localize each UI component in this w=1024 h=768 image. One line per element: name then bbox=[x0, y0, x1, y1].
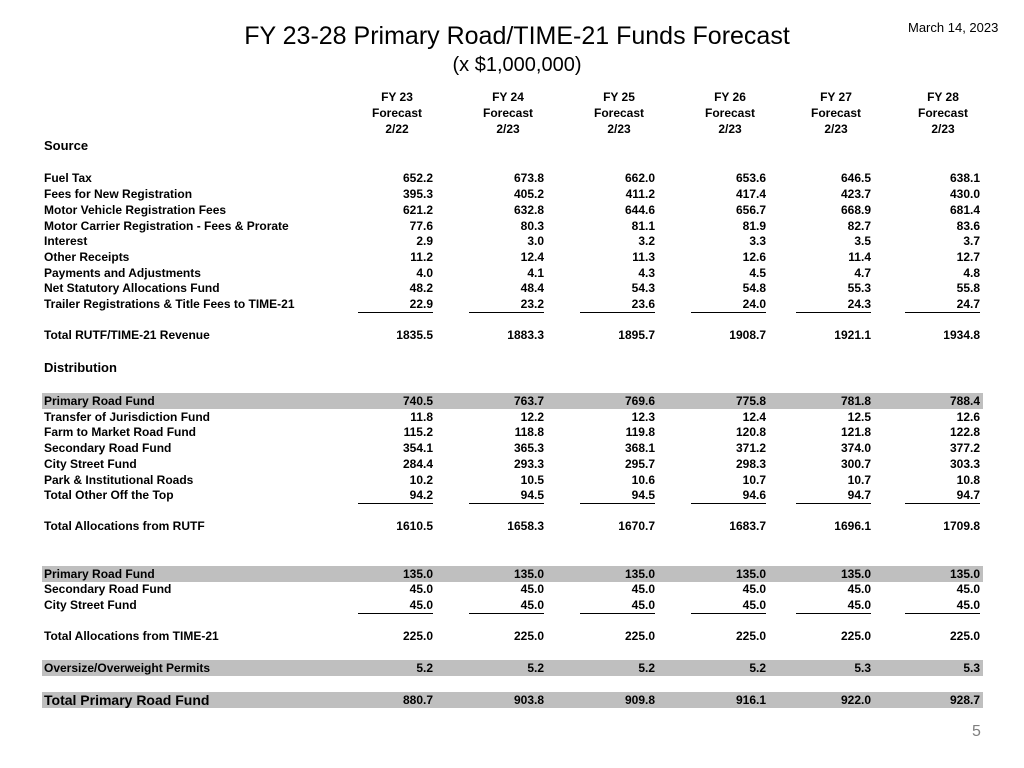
cell-value: 12.4 bbox=[742, 410, 766, 424]
cell-value: 284.4 bbox=[402, 457, 433, 471]
row-label: Total Other Off the Top bbox=[44, 488, 174, 502]
cell-value: 4.3 bbox=[638, 266, 655, 280]
section-source: Source bbox=[44, 138, 89, 153]
cell-value: 365.3 bbox=[513, 441, 544, 455]
cell-value: 135.0 bbox=[840, 567, 871, 581]
source-row bbox=[42, 265, 983, 281]
cell-value: 293.3 bbox=[513, 457, 544, 471]
page-number: 5 bbox=[972, 723, 981, 740]
cell-value: 295.7 bbox=[624, 457, 655, 471]
cell-value: 48.2 bbox=[409, 281, 433, 295]
row-label: Other Receipts bbox=[44, 250, 130, 264]
cell-value: 1883.3 bbox=[507, 328, 544, 342]
column-header-date: 2/22 bbox=[385, 122, 409, 136]
rutf-row bbox=[42, 472, 983, 488]
cell-value: 225.0 bbox=[513, 629, 544, 643]
column-header-date: 2/23 bbox=[824, 122, 848, 136]
cell-value: 656.7 bbox=[735, 203, 766, 217]
cell-value: 769.6 bbox=[624, 394, 655, 408]
report-date: March 14, 2023 bbox=[908, 20, 999, 35]
cell-value: 4.8 bbox=[963, 266, 980, 280]
cell-value: 10.7 bbox=[742, 473, 766, 487]
cell-value: 45.0 bbox=[469, 598, 544, 614]
cell-value: 5.2 bbox=[638, 661, 655, 675]
cell-value: 118.8 bbox=[514, 425, 544, 439]
cell-value: 24.0 bbox=[691, 297, 766, 313]
cell-value: 94.7 bbox=[905, 488, 980, 504]
cell-value: 644.6 bbox=[624, 203, 655, 217]
row-label: Total Allocations from TIME-21 bbox=[44, 629, 219, 643]
cell-value: 668.9 bbox=[840, 203, 871, 217]
cell-value: 354.1 bbox=[402, 441, 433, 455]
cell-value: 417.4 bbox=[735, 187, 766, 201]
row-label: Primary Road Fund bbox=[44, 567, 155, 581]
cell-value: 82.7 bbox=[847, 219, 871, 233]
cell-value: 368.1 bbox=[624, 441, 655, 455]
column-header-type: Forecast bbox=[593, 106, 645, 120]
cell-value: 22.9 bbox=[358, 297, 433, 313]
column-header-1 bbox=[357, 89, 437, 137]
cell-value: 119.8 bbox=[625, 425, 655, 439]
cell-value: 10.8 bbox=[956, 473, 980, 487]
row-label: Total Allocations from RUTF bbox=[44, 519, 205, 533]
source-row bbox=[42, 249, 983, 265]
row-label: Secondary Road Fund bbox=[44, 582, 172, 596]
section-distribution: Distribution bbox=[44, 360, 117, 375]
cell-value: 12.7 bbox=[956, 250, 980, 264]
total-revenue-row bbox=[42, 327, 983, 343]
cell-value: 94.6 bbox=[691, 488, 766, 504]
cell-value: 10.7 bbox=[847, 473, 871, 487]
cell-value: 928.7 bbox=[949, 693, 980, 707]
cell-value: 4.7 bbox=[854, 266, 871, 280]
cell-value: 225.0 bbox=[840, 629, 871, 643]
source-row bbox=[42, 218, 983, 234]
row-label: Interest bbox=[44, 234, 88, 248]
cell-value: 48.4 bbox=[520, 281, 544, 295]
source-row bbox=[42, 202, 983, 218]
row-label: Park & Institutional Roads bbox=[44, 473, 194, 487]
cell-value: 3.0 bbox=[527, 234, 544, 248]
row-label: Payments and Adjustments bbox=[44, 266, 201, 280]
rutf-row bbox=[42, 393, 983, 409]
row-label: Total RUTF/TIME-21 Revenue bbox=[44, 328, 210, 342]
cell-value: 83.6 bbox=[956, 219, 980, 233]
cell-value: 775.8 bbox=[735, 394, 766, 408]
cell-value: 45.0 bbox=[847, 582, 871, 596]
cell-value: 94.2 bbox=[358, 488, 433, 504]
row-label: Oversize/Overweight Permits bbox=[44, 661, 211, 675]
cell-value: 3.3 bbox=[749, 234, 766, 248]
cell-value: 11.3 bbox=[632, 250, 655, 264]
rutf-row bbox=[42, 487, 983, 503]
column-header-fy: FY 28 bbox=[927, 90, 959, 104]
cell-value: 24.7 bbox=[905, 297, 980, 313]
cell-value: 662.0 bbox=[624, 171, 655, 185]
row-label: Fees for New Registration bbox=[44, 187, 193, 201]
cell-value: 3.2 bbox=[638, 234, 655, 248]
cell-value: 225.0 bbox=[624, 629, 655, 643]
cell-value: 788.4 bbox=[949, 394, 980, 408]
cell-value: 374.0 bbox=[840, 441, 871, 455]
cell-value: 1835.5 bbox=[396, 328, 433, 342]
row-label: City Street Fund bbox=[44, 457, 137, 471]
cell-value: 1921.1 bbox=[834, 328, 871, 342]
source-row bbox=[42, 170, 983, 186]
cell-value: 1696.1 bbox=[834, 519, 871, 533]
cell-value: 903.8 bbox=[513, 693, 544, 707]
cell-value: 621.2 bbox=[402, 203, 433, 217]
cell-value: 77.6 bbox=[409, 219, 433, 233]
cell-value: 1670.7 bbox=[618, 519, 655, 533]
row-label: Motor Vehicle Registration Fees bbox=[44, 203, 227, 217]
cell-value: 81.9 bbox=[742, 219, 766, 233]
cell-value: 300.7 bbox=[840, 457, 871, 471]
row-label: City Street Fund bbox=[44, 598, 137, 612]
total-time21-row bbox=[42, 628, 983, 644]
row-label: Secondary Road Fund bbox=[44, 441, 172, 455]
cell-value: 5.2 bbox=[749, 661, 766, 675]
cell-value: 54.8 bbox=[742, 281, 766, 295]
row-label: Total Primary Road Fund bbox=[44, 692, 210, 708]
cell-value: 377.2 bbox=[949, 441, 980, 455]
cell-value: 135.0 bbox=[735, 567, 766, 581]
cell-value: 115.2 bbox=[403, 425, 433, 439]
cell-value: 638.1 bbox=[949, 171, 980, 185]
source-row bbox=[42, 233, 983, 249]
time21-row bbox=[42, 566, 983, 582]
cell-value: 395.3 bbox=[402, 187, 433, 201]
row-label: Primary Road Fund bbox=[44, 394, 155, 408]
cell-value: 405.2 bbox=[513, 187, 544, 201]
cell-value: 681.4 bbox=[949, 203, 980, 217]
cell-value: 303.3 bbox=[949, 457, 980, 471]
cell-value: 922.0 bbox=[840, 693, 871, 707]
column-header-date: 2/23 bbox=[607, 122, 631, 136]
cell-value: 55.3 bbox=[847, 281, 871, 295]
column-header-fy: FY 24 bbox=[492, 90, 524, 104]
page-title: FY 23-28 Primary Road/TIME-21 Funds Forecast bbox=[244, 22, 790, 50]
cell-value: 45.0 bbox=[358, 598, 433, 614]
cell-value: 12.6 bbox=[956, 410, 980, 424]
cell-value: 11.4 bbox=[848, 250, 871, 264]
source-row bbox=[42, 280, 983, 296]
column-header-type: Forecast bbox=[704, 106, 756, 120]
cell-value: 54.3 bbox=[631, 281, 655, 295]
row-label: Net Statutory Allocations Fund bbox=[44, 281, 220, 295]
column-header-type: Forecast bbox=[371, 106, 423, 120]
time21-row bbox=[42, 597, 983, 613]
cell-value: 5.2 bbox=[527, 661, 544, 675]
cell-value: 225.0 bbox=[735, 629, 766, 643]
cell-value: 12.2 bbox=[520, 410, 544, 424]
column-header-6 bbox=[903, 89, 983, 137]
cell-value: 298.3 bbox=[735, 457, 766, 471]
page-subtitle: (x $1,000,000) bbox=[452, 54, 582, 76]
cell-value: 45.0 bbox=[905, 598, 980, 614]
rutf-row bbox=[42, 440, 983, 456]
column-header-fy: FY 25 bbox=[603, 90, 635, 104]
rutf-row bbox=[42, 456, 983, 472]
column-header-4 bbox=[690, 89, 770, 137]
row-label: Transfer of Jurisdiction Fund bbox=[44, 410, 211, 424]
cell-value: 5.3 bbox=[854, 661, 871, 675]
cell-value: 1658.3 bbox=[507, 519, 544, 533]
cell-value: 12.6 bbox=[742, 250, 766, 264]
cell-value: 94.5 bbox=[580, 488, 655, 504]
cell-value: 909.8 bbox=[624, 693, 655, 707]
cell-value: 45.0 bbox=[631, 582, 655, 596]
cell-value: 2.9 bbox=[416, 234, 433, 248]
cell-value: 135.0 bbox=[513, 567, 544, 581]
source-row bbox=[42, 186, 983, 202]
cell-value: 225.0 bbox=[402, 629, 433, 643]
oversize-row bbox=[42, 660, 983, 676]
cell-value: 4.0 bbox=[416, 266, 433, 280]
cell-value: 122.8 bbox=[949, 425, 980, 439]
cell-value: 135.0 bbox=[949, 567, 980, 581]
cell-value: 120.8 bbox=[735, 425, 766, 439]
cell-value: 880.7 bbox=[402, 693, 433, 707]
cell-value: 24.3 bbox=[796, 297, 871, 313]
cell-value: 1895.7 bbox=[618, 328, 655, 342]
row-label: Trailer Registrations & Title Fees to TIME-21 bbox=[44, 297, 295, 311]
cell-value: 5.3 bbox=[963, 661, 980, 675]
cell-value: 411.2 bbox=[625, 187, 655, 201]
cell-value: 653.6 bbox=[735, 171, 766, 185]
cell-value: 45.0 bbox=[796, 598, 871, 614]
source-row bbox=[42, 296, 983, 312]
rutf-row bbox=[42, 409, 983, 425]
cell-value: 1709.8 bbox=[943, 519, 980, 533]
cell-value: 371.2 bbox=[735, 441, 766, 455]
cell-value: 11.8 bbox=[410, 410, 433, 424]
cell-value: 81.1 bbox=[631, 219, 655, 233]
cell-value: 135.0 bbox=[624, 567, 655, 581]
cell-value: 45.0 bbox=[580, 598, 655, 614]
cell-value: 430.0 bbox=[949, 187, 980, 201]
cell-value: 632.8 bbox=[513, 203, 544, 217]
cell-value: 12.5 bbox=[847, 410, 871, 424]
cell-value: 423.7 bbox=[840, 187, 871, 201]
cell-value: 10.6 bbox=[631, 473, 655, 487]
cell-value: 763.7 bbox=[513, 394, 544, 408]
cell-value: 94.7 bbox=[796, 488, 871, 504]
cell-value: 652.2 bbox=[402, 171, 433, 185]
cell-value: 12.3 bbox=[631, 410, 655, 424]
cell-value: 4.1 bbox=[527, 266, 544, 280]
cell-value: 45.0 bbox=[520, 582, 544, 596]
column-header-3 bbox=[579, 89, 659, 137]
cell-value: 3.5 bbox=[854, 234, 871, 248]
cell-value: 916.1 bbox=[735, 693, 766, 707]
cell-value: 121.8 bbox=[840, 425, 871, 439]
column-header-type: Forecast bbox=[810, 106, 862, 120]
column-header-date: 2/23 bbox=[931, 122, 955, 136]
cell-value: 4.5 bbox=[749, 266, 766, 280]
column-header-2 bbox=[468, 89, 548, 137]
cell-value: 45.0 bbox=[691, 598, 766, 614]
column-header-date: 2/23 bbox=[496, 122, 520, 136]
cell-value: 10.5 bbox=[520, 473, 544, 487]
row-label: Motor Carrier Registration - Fees & Prorate bbox=[44, 219, 289, 233]
cell-value: 3.7 bbox=[963, 234, 980, 248]
cell-value: 94.5 bbox=[469, 488, 544, 504]
cell-value: 55.8 bbox=[956, 281, 980, 295]
cell-value: 45.0 bbox=[956, 582, 980, 596]
time21-row bbox=[42, 581, 983, 597]
cell-value: 225.0 bbox=[949, 629, 980, 643]
row-label: Farm to Market Road Fund bbox=[44, 425, 197, 439]
cell-value: 5.2 bbox=[416, 661, 433, 675]
total-primary-row bbox=[42, 692, 983, 708]
column-header-fy: FY 23 bbox=[381, 90, 413, 104]
column-header-5 bbox=[796, 89, 876, 137]
column-header-fy: FY 26 bbox=[714, 90, 746, 104]
cell-value: 781.8 bbox=[840, 394, 871, 408]
cell-value: 1934.8 bbox=[943, 328, 980, 342]
column-header-fy: FY 27 bbox=[820, 90, 852, 104]
cell-value: 1610.5 bbox=[396, 519, 433, 533]
cell-value: 11.2 bbox=[410, 250, 433, 264]
cell-value: 23.6 bbox=[580, 297, 655, 313]
cell-value: 1683.7 bbox=[729, 519, 766, 533]
cell-value: 12.4 bbox=[520, 250, 544, 264]
column-header-type: Forecast bbox=[482, 106, 534, 120]
cell-value: 45.0 bbox=[742, 582, 766, 596]
cell-value: 740.5 bbox=[402, 394, 433, 408]
cell-value: 1908.7 bbox=[729, 328, 766, 342]
cell-value: 646.5 bbox=[840, 171, 871, 185]
row-label: Fuel Tax bbox=[44, 171, 92, 185]
column-header-type: Forecast bbox=[917, 106, 969, 120]
total-rutf-row bbox=[42, 518, 983, 534]
cell-value: 80.3 bbox=[520, 219, 544, 233]
cell-value: 673.8 bbox=[513, 171, 544, 185]
rutf-row bbox=[42, 424, 983, 440]
column-header-date: 2/23 bbox=[718, 122, 742, 136]
cell-value: 135.0 bbox=[402, 567, 433, 581]
cell-value: 45.0 bbox=[409, 582, 433, 596]
cell-value: 23.2 bbox=[469, 297, 544, 313]
cell-value: 10.2 bbox=[409, 473, 433, 487]
